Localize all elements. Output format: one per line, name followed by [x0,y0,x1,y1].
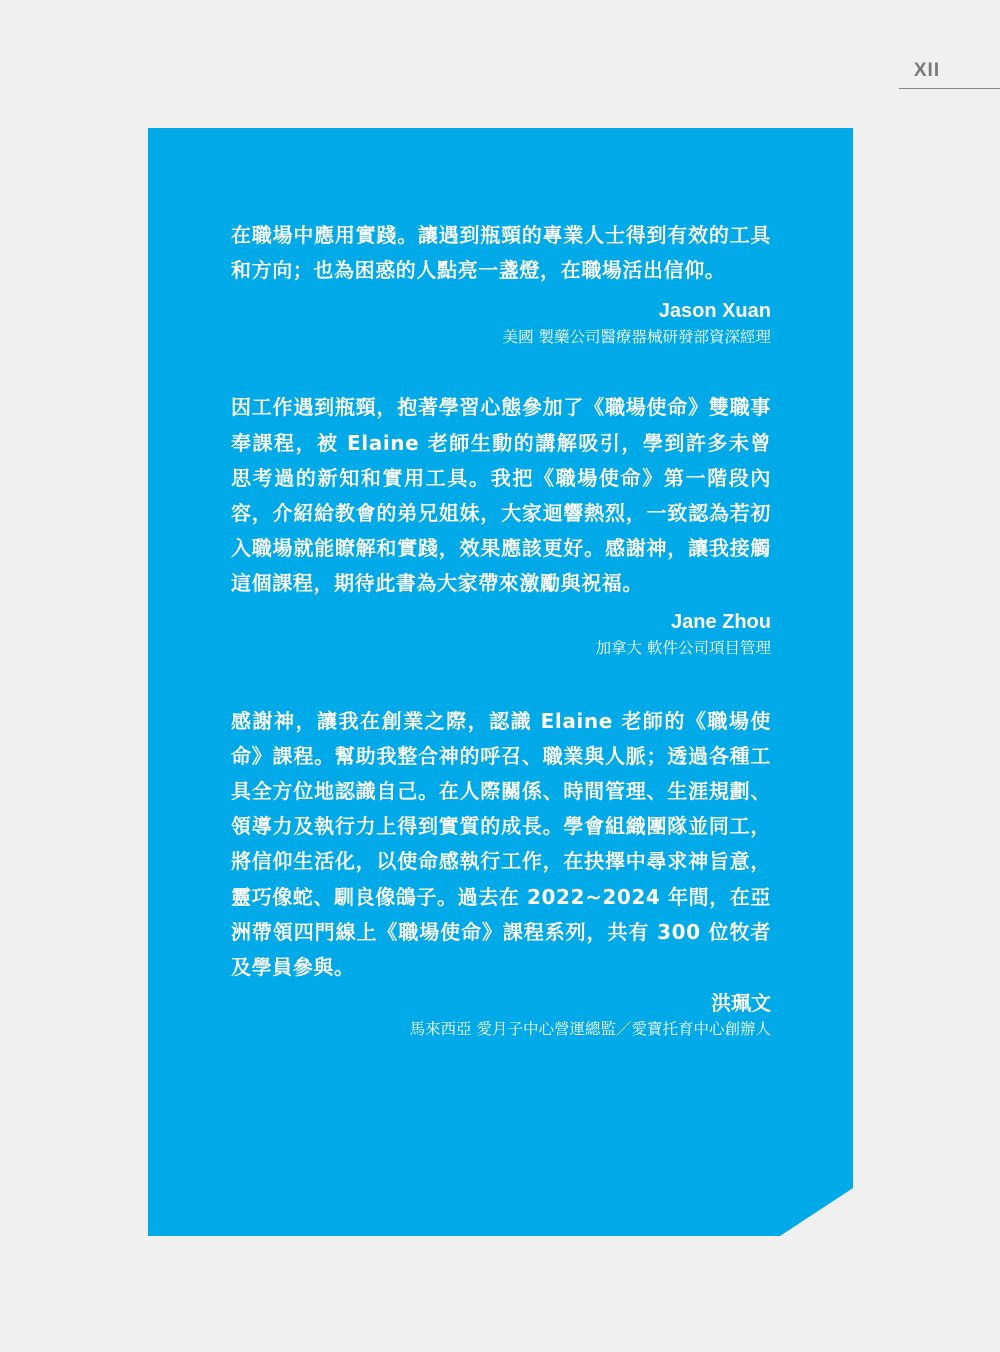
testimonials-content [231,218,771,1041]
testimonial-author-role: 美國 製藥公司醫療器械研發部資深經理 [502,328,771,347]
page-number-rule [899,88,1000,89]
testimonial-quote: 在職場中應用實踐。讓遇到瓶頸的專業人士得到有效的工具和方向；也為困惑的人點亮一盞燈，在職場活出信仰。 [231,223,771,283]
testimonial-author: 洪珮文 [711,991,771,1016]
testimonial-author-role: 馬來西亞 愛月子中心營運總監／愛寶托育中心創辦人 [409,1020,771,1039]
testimonial-jason-xuan [231,218,771,349]
testimonial-author-role: 加拿大 軟件公司項目管理 [595,638,771,657]
testimonial-hong-peiwen [231,704,771,1042]
testimonial-quote: 因工作遇到瓶頸，抱著學習心態參加了《職場使命》雙職事奉課程，被 Elaine 老師生動的講解吸引，學到許多未曾思考過的新知和實用工具。我把《職場使命》第一階段內容，介紹給教會的弟兄姐妹，大家迴響熱烈，一致認為若初入職場就能瞭解和實踐，效果應該更好。感謝神，讓我接觸這個課程，期待此書為大家帶來激勵與祝福。 [231,395,771,596]
testimonial-quote: 感謝神，讓我在創業之際，認識 Elaine 老師的《職場使命》課程。幫助我整合神的呼召、職業與人脈；透過各種工具全方位地認識自己。在人際關係、時間管理、生涯規劃、領導力及執行力上得到實質的成長。學會組織團隊並同工，將信仰生活化，以使命感執行工作，在抉擇中尋求神旨意，靈巧像蛇、馴良像鴿子。過去在 2022~2024 年間，在亞洲帶領四門線上《職場使命》課程系列，共有 300 位牧者及學員參與。 [231,708,772,980]
testimonial-jane-zhou [231,390,771,659]
testimonial-author: Jane Zhou [670,610,771,633]
page-number: XII [913,60,941,81]
testimonial-author: Jason Xuan [658,300,771,323]
